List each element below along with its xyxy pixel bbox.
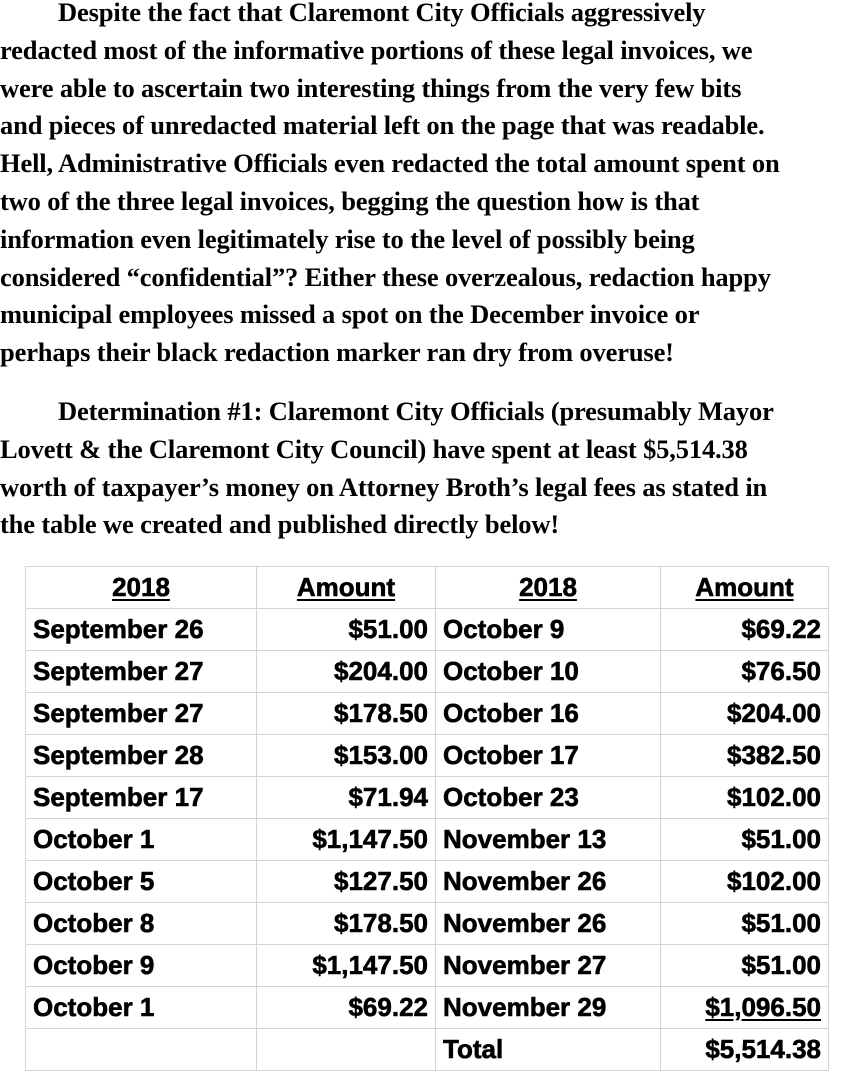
paragraph-line: Hell, Administrative Officials even redacted the total amount spent on	[0, 148, 780, 179]
date-cell: October 9	[26, 945, 257, 987]
paragraph-line: redacted most of the informative portions of these legal invoices, we	[0, 34, 753, 65]
date-cell: November 26	[436, 861, 661, 903]
amount-cell: $102.00	[661, 777, 829, 819]
table-row	[26, 693, 829, 735]
date-cell: October 17	[436, 735, 661, 777]
date-cell: September 26	[26, 609, 257, 651]
amount-cell: $153.00	[257, 735, 436, 777]
paragraph-line: worth of taxpayer’s money on Attorney Broth’s legal fees as stated in	[0, 471, 768, 502]
total-label: Total	[436, 1029, 661, 1071]
amount-cell: $1,147.50	[257, 819, 436, 861]
amount-cell: $71.94	[257, 777, 436, 819]
paragraph-line: two of the three legal invoices, begging the question how is that	[0, 185, 700, 216]
empty-cell	[257, 1029, 436, 1071]
amount-cell	[661, 987, 829, 1029]
amount-cell: $76.50	[661, 651, 829, 693]
date-cell: November 27	[436, 945, 661, 987]
last-amount-underlined: $1,096.50	[705, 992, 821, 1022]
table-row	[26, 945, 829, 987]
paragraph-line: Lovett & the Claremont City Council) have spent at least $5,514.38	[0, 433, 748, 464]
intro-paragraph	[0, 0, 851, 372]
table-row	[26, 987, 829, 1029]
paragraph-line: were able to ascertain two interesting things from the very few bits	[0, 72, 742, 103]
date-cell: November 26	[436, 903, 661, 945]
date-cell: September 17	[26, 777, 257, 819]
paragraph-line: the table we created and published directly below!	[0, 509, 560, 540]
table-row	[26, 735, 829, 777]
date-cell: September 28	[26, 735, 257, 777]
amount-cell: $178.50	[257, 693, 436, 735]
date-cell: September 27	[26, 693, 257, 735]
table-row	[26, 777, 829, 819]
column-header-amount-right: Amount	[661, 567, 829, 609]
date-cell: October 5	[26, 861, 257, 903]
date-cell: October 9	[436, 609, 661, 651]
column-header-year-right: 2018	[436, 567, 661, 609]
amount-cell: $51.00	[661, 819, 829, 861]
amount-cell: $51.00	[257, 609, 436, 651]
date-cell: October 8	[26, 903, 257, 945]
date-cell: November 13	[436, 819, 661, 861]
column-header-amount-left: Amount	[257, 567, 436, 609]
amount-cell: $204.00	[661, 693, 829, 735]
amount-cell: $382.50	[661, 735, 829, 777]
paragraph-line: municipal employees missed a spot on the December invoice or	[0, 299, 700, 330]
paragraph-line: information even legitimately rise to the level of possibly being	[0, 223, 695, 254]
date-cell: November 29	[436, 987, 661, 1029]
table-row	[26, 651, 829, 693]
amount-cell: $69.22	[661, 609, 829, 651]
table-row	[26, 609, 829, 651]
amount-cell: $178.50	[257, 903, 436, 945]
table-header-row	[26, 567, 829, 609]
determination-paragraph	[0, 393, 851, 544]
date-cell: October 1	[26, 987, 257, 1029]
total-row	[26, 1029, 829, 1071]
amount-cell: $51.00	[661, 903, 829, 945]
amount-cell: $102.00	[661, 861, 829, 903]
date-cell: September 27	[26, 651, 257, 693]
paragraph-line: and pieces of unredacted material left on the page that was readable.	[0, 110, 765, 141]
legal-fees-table	[25, 566, 829, 1071]
total-value: $5,514.38	[661, 1029, 829, 1071]
paragraph-line: Determination #1: Claremont City Officials (presumably Mayor	[58, 396, 774, 426]
amount-cell: $69.22	[257, 987, 436, 1029]
amount-cell: $127.50	[257, 861, 436, 903]
column-header-year-left: 2018	[26, 567, 257, 609]
amount-cell: $1,147.50	[257, 945, 436, 987]
empty-cell	[26, 1029, 257, 1071]
date-cell: October 1	[26, 819, 257, 861]
paragraph-line: Despite the fact that Claremont City Officials aggressively	[58, 0, 706, 27]
paragraph-line: perhaps their black redaction marker ran dry from overuse!	[0, 337, 674, 368]
paragraph-line: considered “confidential”? Either these overzealous, redaction happy	[0, 261, 771, 292]
table-row	[26, 819, 829, 861]
table-row	[26, 903, 829, 945]
date-cell: October 16	[436, 693, 661, 735]
date-cell: October 23	[436, 777, 661, 819]
table-row	[26, 861, 829, 903]
amount-cell: $204.00	[257, 651, 436, 693]
date-cell: October 10	[436, 651, 661, 693]
amount-cell: $51.00	[661, 945, 829, 987]
